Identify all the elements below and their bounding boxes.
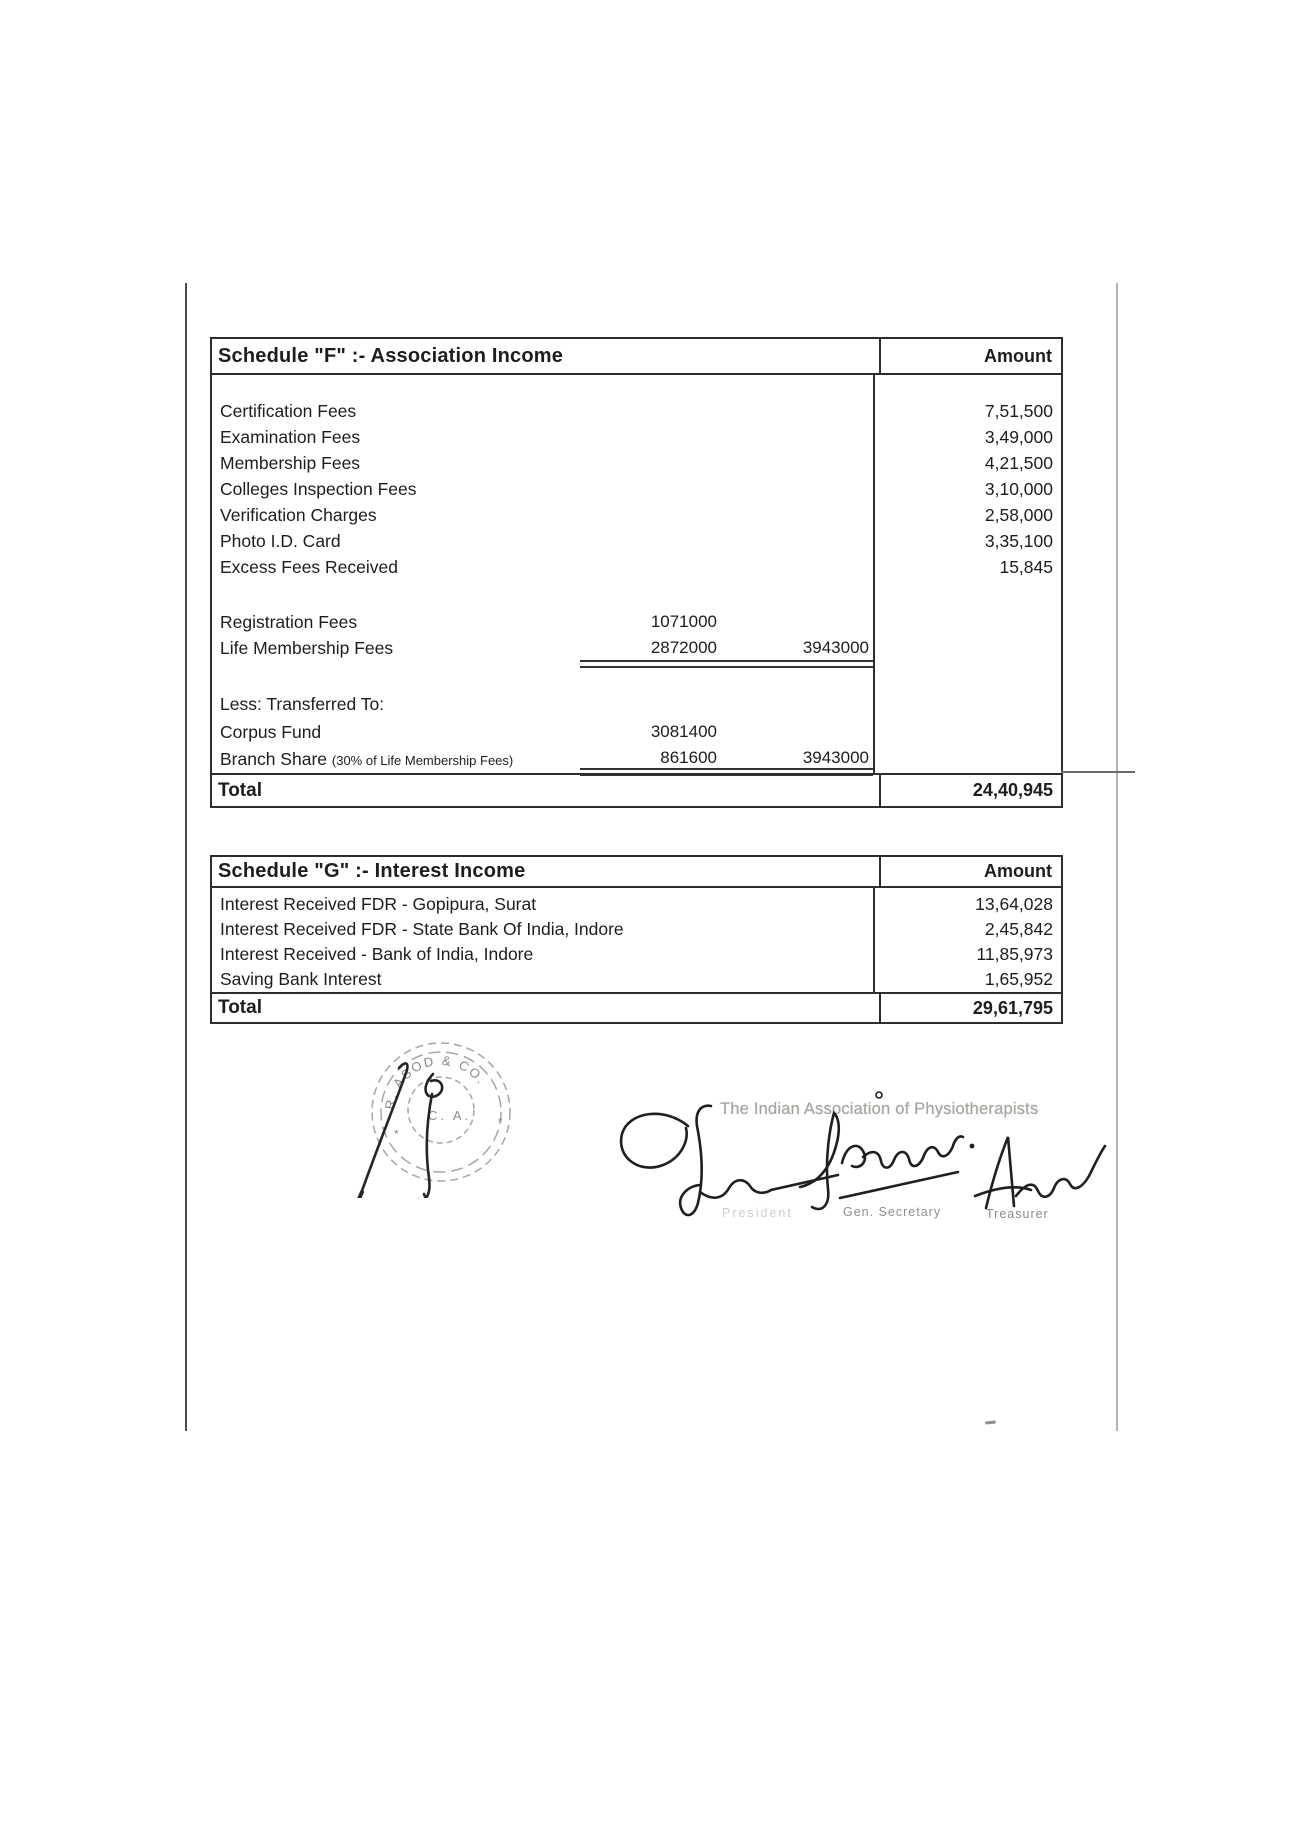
interest-row-label: Interest Received FDR - State Bank Of India, Indore [220,919,624,939]
schedule-g-total-amount: 29,61,795 [972,997,1053,1018]
schedule-g-title: Schedule "G" :- Interest Income [212,857,881,886]
less-row-col1: 861600 [660,748,717,767]
fee-label: Membership Fees [220,453,361,473]
interest-row-amount: 2,45,842 [984,919,1053,939]
schedule-g-amount-header: Amount [984,861,1052,881]
president-label: President [722,1206,793,1220]
star-icon: * [498,1115,503,1129]
schedule-f-body [212,375,1061,773]
interest-row-amount: 1,65,952 [984,969,1053,989]
schedule-g-body [212,888,1061,992]
double-rule [580,660,873,668]
less-heading: Less: Transferred To: [220,694,385,714]
less-row-col1: 3081400 [650,722,717,741]
page-edge-right-line [1116,283,1118,1431]
schedule-f-total-row [212,773,1061,806]
membership-row-col1: 2872000 [650,638,717,657]
stamp-center-text: C. A. [428,1108,472,1123]
page-edge-left-line [185,283,187,1431]
schedule-g-table [210,855,1063,1024]
schedule-f-table [210,337,1063,808]
treasurer-label: Treasurer [986,1207,1049,1221]
schedule-g-total-label: Total [212,994,881,1022]
fee-label: Colleges Inspection Fees [220,479,417,499]
schedule-f-title: Schedule "F" :- Association Income [212,339,881,373]
fee-label: Photo I.D. Card [220,531,341,551]
president-signature [621,1106,838,1215]
less-row-note: (30% of Life Membership Fees) [331,753,514,768]
gen-secretary-label: Gen. Secretary [843,1205,942,1219]
fee-amount: 3,35,100 [984,531,1053,551]
fee-amount: 3,10,000 [984,479,1053,499]
schedule-f-header-row [212,339,1061,375]
fee-amount: 3,49,000 [984,427,1053,447]
schedule-g-total-row [212,992,1061,1022]
fee-amount: 15,845 [999,557,1053,577]
fee-amount: 2,58,000 [984,505,1053,525]
less-row-label: Branch Share (30% of Life Membership Fees) [220,749,514,769]
membership-row-label: Registration Fees [220,612,358,632]
interest-row-label: Saving Bank Interest [220,969,382,989]
fee-label: Excess Fees Received [220,557,398,577]
scan-line-artifact [1061,771,1135,773]
interest-row-label: Interest Received FDR - Gopipura, Surat [220,894,537,914]
schedule-g-header-row [212,857,1061,888]
double-rule [580,768,873,776]
treasurer-signature [975,1137,1105,1208]
fee-label: Certification Fees [220,401,357,421]
fee-amount: 4,21,500 [984,453,1053,473]
schedule-f-total-amount: 24,40,945 [972,780,1053,800]
membership-row-col2: 3943000 [802,638,869,657]
less-row-col2: 3943000 [802,748,869,767]
schedule-f-amount-header: Amount [984,345,1052,366]
ca-stamp [350,1028,535,1198]
fee-label: Examination Fees [220,427,361,447]
fee-label: Verification Charges [220,505,377,525]
interest-row-amount: 11,85,973 [976,944,1053,964]
organization-heading: The Indian Association of Physiotherapists [720,1100,1039,1118]
interest-row-amount: 13,64,028 [975,894,1053,914]
membership-row-col1: 1071000 [650,612,717,631]
membership-row-label: Life Membership Fees [220,638,394,658]
schedule-f-total-label: Total [212,775,881,806]
scan-dash-artifact [985,1420,996,1424]
less-row-label: Corpus Fund [220,722,322,742]
stamp-ring-text: R. ASOD & CO. [381,1052,490,1111]
fee-amount: 7,51,500 [984,401,1053,421]
gen-secretary-signature [800,1092,974,1209]
signature-block [600,1058,1140,1228]
star-icon: * [394,1127,399,1141]
interest-row-label: Interest Received - Bank of India, Indore [220,944,534,964]
